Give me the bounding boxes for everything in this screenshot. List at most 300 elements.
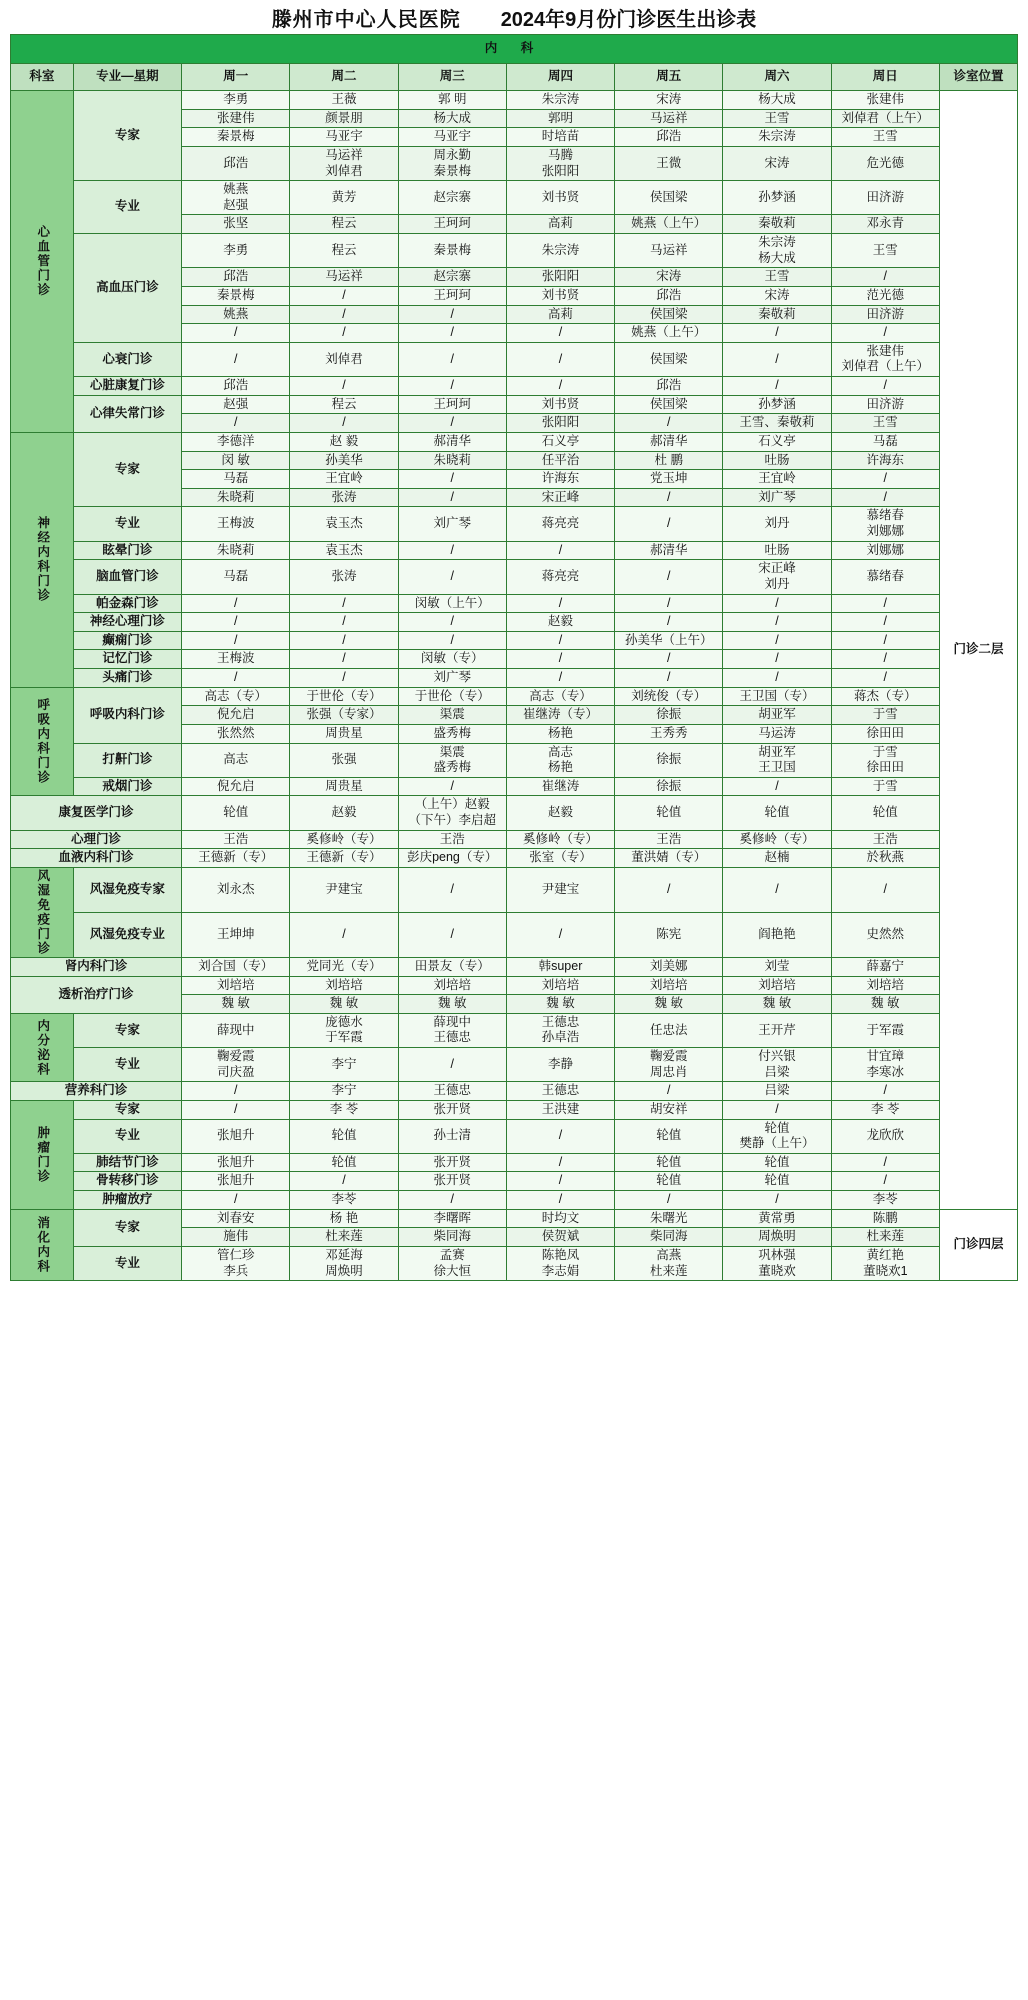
doctor-cell bbox=[398, 687, 506, 706]
doctor-cell bbox=[290, 215, 398, 234]
name-line: 薛现中 bbox=[216, 1022, 255, 1037]
doctor-cell bbox=[398, 560, 506, 594]
doctor-cell bbox=[290, 777, 398, 796]
doctor-cell bbox=[506, 1119, 614, 1153]
doctor-cell bbox=[615, 1191, 723, 1210]
doctor-cell bbox=[723, 1246, 831, 1280]
name-line: 危光德 bbox=[866, 155, 905, 170]
doctor-cell bbox=[182, 1013, 290, 1047]
specialty-label bbox=[73, 541, 181, 560]
name-line: 邓延海 bbox=[325, 1247, 363, 1262]
specialty-label bbox=[73, 1172, 181, 1191]
name-line: / bbox=[342, 287, 346, 302]
name-line: 骨转移门诊 bbox=[96, 1173, 159, 1188]
specialty-label bbox=[73, 613, 181, 632]
column-header bbox=[398, 64, 506, 91]
name-line: 周贵星 bbox=[325, 725, 363, 740]
name-line: / bbox=[883, 1154, 888, 1169]
name-line: 王雪 bbox=[872, 129, 898, 144]
doctor-cell bbox=[723, 91, 831, 110]
specialty-label bbox=[73, 91, 181, 181]
doctor-cell bbox=[723, 1209, 831, 1228]
doctor-cell bbox=[615, 507, 723, 541]
doctor-cell bbox=[182, 1209, 290, 1228]
name-line: 龙欣欣 bbox=[866, 1128, 905, 1143]
table-row bbox=[11, 395, 1018, 414]
doctor-cell bbox=[723, 1172, 831, 1191]
table-header-row bbox=[11, 64, 1018, 91]
name-line: 彭庆peng（专） bbox=[407, 850, 498, 865]
doctor-cell bbox=[290, 507, 398, 541]
doctor-cell bbox=[506, 724, 614, 743]
name-line: 李 苓 bbox=[329, 1101, 359, 1116]
name-line: 杜来莲 bbox=[325, 1229, 363, 1244]
table-row bbox=[11, 669, 1018, 688]
name-line: 张阳阳 bbox=[541, 269, 580, 284]
doctor-cell bbox=[723, 912, 831, 957]
doctor-cell bbox=[506, 957, 614, 976]
specialty-label bbox=[73, 395, 181, 432]
doctor-cell bbox=[831, 957, 939, 976]
doctor-cell bbox=[723, 146, 831, 180]
section-title bbox=[11, 35, 1018, 64]
name-line: 郝清华 bbox=[650, 542, 688, 557]
doctor-cell bbox=[831, 594, 939, 613]
name-line: 崔继涛 bbox=[541, 778, 580, 793]
doctor-cell bbox=[290, 470, 398, 489]
name-line: 刘永杰 bbox=[216, 882, 255, 897]
doctor-cell bbox=[723, 342, 831, 376]
name-line: 打鼾门诊 bbox=[102, 752, 153, 767]
name-line: 刘书贤 bbox=[541, 396, 580, 411]
name-line: / bbox=[342, 614, 346, 629]
name-line: 张建伟 bbox=[866, 92, 905, 106]
doctor-cell bbox=[615, 324, 723, 343]
doctor-cell bbox=[182, 1048, 290, 1082]
column-header bbox=[723, 64, 831, 91]
table-row bbox=[11, 1153, 1018, 1172]
name-line: / bbox=[558, 595, 563, 610]
name-line: 张然然 bbox=[216, 725, 255, 740]
doctor-cell bbox=[615, 1119, 723, 1153]
name-line: 内分泌科 bbox=[35, 1018, 50, 1077]
doctor-cell bbox=[723, 451, 831, 470]
name-line: 薛嘉宁 bbox=[866, 958, 905, 973]
doctor-cell bbox=[831, 560, 939, 594]
department-name bbox=[11, 867, 74, 957]
doctor-cell bbox=[182, 957, 290, 976]
table-row bbox=[11, 541, 1018, 560]
doctor-cell bbox=[831, 1172, 939, 1191]
name-line: 刘倬君（上午） bbox=[841, 110, 930, 125]
department-name bbox=[11, 1209, 74, 1281]
doctor-cell bbox=[831, 146, 939, 180]
doctor-cell bbox=[182, 1082, 290, 1101]
doctor-cell bbox=[290, 342, 398, 376]
name-line: / bbox=[233, 595, 238, 610]
doctor-cell bbox=[398, 342, 506, 376]
name-line: 肺结节门诊 bbox=[96, 1154, 159, 1169]
specialty-label bbox=[73, 743, 181, 777]
department-name bbox=[11, 432, 74, 687]
doctor-cell bbox=[506, 594, 614, 613]
table-row bbox=[11, 613, 1018, 632]
doctor-cell bbox=[506, 976, 614, 995]
doctor-cell bbox=[615, 1100, 723, 1119]
column-header bbox=[11, 64, 74, 91]
table-row bbox=[11, 507, 1018, 541]
specialty-label bbox=[73, 687, 181, 743]
name-line: / bbox=[883, 670, 888, 684]
doctor-cell bbox=[506, 912, 614, 957]
name-line: 周焕明 bbox=[325, 1263, 363, 1278]
name-line: / bbox=[883, 882, 888, 897]
doctor-cell bbox=[398, 830, 506, 849]
name-line: 王德忠 bbox=[433, 1083, 471, 1098]
doctor-cell bbox=[290, 451, 398, 470]
name-line: 马腾 bbox=[547, 147, 573, 162]
name-line: 石义亭 bbox=[541, 433, 580, 448]
name-line: 田济游 bbox=[866, 189, 905, 204]
name-line: 王德忠 bbox=[433, 1030, 471, 1045]
doctor-cell bbox=[506, 128, 614, 147]
doctor-cell bbox=[290, 1048, 398, 1082]
name-line: 张坚 bbox=[223, 216, 249, 231]
specialty-label bbox=[73, 777, 181, 796]
doctor-cell bbox=[831, 1153, 939, 1172]
doctor-cell bbox=[615, 796, 723, 830]
doctor-cell bbox=[615, 109, 723, 128]
name-line: 秦景梅 bbox=[433, 163, 471, 178]
name-line: 郝清华 bbox=[650, 433, 688, 448]
name-line: 赵强 bbox=[223, 197, 249, 212]
name-line: / bbox=[883, 378, 888, 392]
doctor-cell bbox=[615, 488, 723, 507]
doctor-cell bbox=[290, 109, 398, 128]
name-line: 周二 bbox=[331, 69, 357, 84]
name-line: 侯国梁 bbox=[650, 306, 688, 321]
name-line: （上午）赵毅 bbox=[414, 797, 490, 812]
name-line: / bbox=[667, 415, 671, 430]
doctor-cell bbox=[723, 1100, 831, 1119]
name-line: 高志（专） bbox=[204, 688, 267, 703]
name-line: 杨大成 bbox=[433, 110, 471, 125]
doctor-cell bbox=[290, 743, 398, 777]
name-line: 田景友（专） bbox=[414, 958, 490, 973]
doctor-cell bbox=[831, 268, 939, 287]
name-line: 马运祥 bbox=[325, 147, 363, 162]
doctor-cell bbox=[398, 867, 506, 912]
name-line: 侯国梁 bbox=[650, 396, 688, 411]
doctor-cell bbox=[398, 743, 506, 777]
name-line: 专业 bbox=[114, 199, 140, 214]
doctor-cell bbox=[723, 507, 831, 541]
doctor-cell bbox=[398, 613, 506, 632]
name-line: 李苓 bbox=[331, 1192, 357, 1206]
specialty-label bbox=[73, 1100, 181, 1119]
name-line: 王珂珂 bbox=[433, 287, 471, 302]
doctor-cell bbox=[615, 631, 723, 650]
doctor-cell bbox=[398, 594, 506, 613]
name-line: / bbox=[775, 651, 779, 666]
doctor-cell bbox=[723, 128, 831, 147]
doctor-cell bbox=[398, 1100, 506, 1119]
name-line: 李寒冰 bbox=[866, 1064, 905, 1079]
name-line: 马磊 bbox=[223, 471, 249, 486]
doctor-cell bbox=[506, 777, 614, 796]
doctor-cell bbox=[398, 324, 506, 343]
name-line: / bbox=[667, 614, 671, 629]
name-line: / bbox=[233, 351, 238, 366]
doctor-cell bbox=[290, 650, 398, 669]
specialty-label bbox=[73, 1048, 181, 1082]
name-line: / bbox=[558, 378, 563, 392]
name-line: / bbox=[667, 489, 671, 504]
specialty-label bbox=[73, 560, 181, 594]
doctor-cell bbox=[290, 432, 398, 451]
doctor-cell bbox=[506, 613, 614, 632]
specialty-label bbox=[73, 1119, 181, 1153]
doctor-cell bbox=[615, 1246, 723, 1280]
name-line: 高志 bbox=[223, 752, 249, 767]
name-line: 倪允启 bbox=[216, 778, 255, 793]
name-line: / bbox=[450, 489, 454, 504]
specialty-label bbox=[73, 234, 181, 343]
name-line: 王浩 bbox=[656, 831, 682, 846]
name-line: 秦景梅 bbox=[433, 242, 471, 257]
name-line: 尹建宝 bbox=[541, 882, 580, 897]
doctor-cell bbox=[831, 215, 939, 234]
name-line: 郭 明 bbox=[437, 92, 467, 106]
doctor-cell bbox=[831, 631, 939, 650]
name-line: 程云 bbox=[331, 242, 357, 257]
name-line: 党玉坤 bbox=[650, 471, 688, 486]
doctor-cell bbox=[506, 1191, 614, 1210]
name-line: 闵敏（上午） bbox=[414, 595, 490, 610]
doctor-cell bbox=[831, 613, 939, 632]
name-line: 周六 bbox=[764, 69, 790, 84]
name-line: / bbox=[342, 378, 346, 392]
doctor-cell bbox=[615, 1013, 723, 1047]
table-row bbox=[11, 91, 1018, 110]
name-line: 党同光（专） bbox=[306, 958, 382, 973]
doctor-cell bbox=[723, 1191, 831, 1210]
doctor-cell bbox=[831, 91, 939, 110]
doctor-cell bbox=[831, 1246, 939, 1280]
name-line: 胡亚军 bbox=[758, 744, 796, 759]
doctor-cell bbox=[831, 867, 939, 912]
doctor-cell bbox=[182, 342, 290, 376]
name-line: 邱浩 bbox=[223, 269, 249, 284]
name-line: 宋正峰 bbox=[758, 561, 796, 576]
specialty-label bbox=[73, 342, 181, 376]
doctor-cell bbox=[290, 305, 398, 324]
doctor-cell bbox=[398, 1082, 506, 1101]
name-line: / bbox=[775, 595, 779, 610]
doctor-cell bbox=[182, 867, 290, 912]
doctor-cell bbox=[723, 268, 831, 287]
name-line: 阎艳艳 bbox=[758, 927, 796, 942]
doctor-cell bbox=[398, 305, 506, 324]
doctor-cell bbox=[506, 995, 614, 1014]
name-line: 许海东 bbox=[541, 471, 580, 486]
doctor-cell bbox=[290, 286, 398, 305]
name-line: 于雪 bbox=[872, 778, 898, 793]
doctor-cell bbox=[831, 470, 939, 489]
doctor-cell bbox=[723, 995, 831, 1014]
page-title bbox=[0, 0, 1028, 34]
name-line: 张阳阳 bbox=[541, 415, 580, 430]
name-line: / bbox=[775, 670, 779, 684]
doctor-cell bbox=[506, 669, 614, 688]
name-line: 帕金森门诊 bbox=[96, 595, 159, 610]
doctor-cell bbox=[398, 650, 506, 669]
name-line: 司庆盈 bbox=[216, 1064, 255, 1079]
name-line: 王卫国（专） bbox=[739, 688, 815, 703]
doctor-cell bbox=[723, 234, 831, 268]
doctor-cell bbox=[398, 1172, 506, 1191]
name-line: 于世伦（专） bbox=[306, 688, 382, 703]
doctor-cell bbox=[615, 451, 723, 470]
name-line: 张旭升 bbox=[216, 1128, 255, 1143]
name-line: 王梅波 bbox=[216, 516, 255, 531]
name-line: 渠震 bbox=[439, 707, 465, 722]
name-line: 记忆门诊 bbox=[102, 651, 153, 666]
column-header bbox=[939, 64, 1017, 91]
table-row bbox=[11, 976, 1018, 995]
name-line: / bbox=[342, 325, 346, 340]
doctor-cell bbox=[398, 1013, 506, 1047]
name-line: / bbox=[233, 1083, 238, 1098]
name-line: 专业 bbox=[114, 1255, 140, 1270]
name-line: 甘宜璋 bbox=[866, 1049, 905, 1063]
doctor-cell bbox=[723, 706, 831, 725]
doctor-cell bbox=[290, 631, 398, 650]
table-row bbox=[11, 1013, 1018, 1047]
doctor-cell bbox=[182, 976, 290, 995]
name-line: 魏 敏 bbox=[221, 996, 250, 1011]
name-line: 刘广琴 bbox=[433, 516, 471, 531]
table-row bbox=[11, 1172, 1018, 1191]
doctor-cell bbox=[831, 1209, 939, 1228]
name-line: 孙美华 bbox=[325, 452, 363, 467]
name-line: 侯国梁 bbox=[650, 351, 688, 366]
name-line: 朱晓莉 bbox=[216, 489, 255, 504]
doctor-cell bbox=[182, 414, 290, 433]
name-line: 王德新（专） bbox=[198, 850, 274, 865]
name-line: 邱浩 bbox=[656, 129, 682, 144]
specialty-label bbox=[73, 631, 181, 650]
doctor-cell bbox=[723, 1153, 831, 1172]
doctor-cell bbox=[615, 342, 723, 376]
doctor-cell bbox=[290, 995, 398, 1014]
name-line: 孙士清 bbox=[433, 1128, 471, 1143]
doctor-cell bbox=[615, 560, 723, 594]
doctor-cell bbox=[506, 687, 614, 706]
name-line: 杜来莲 bbox=[866, 1229, 905, 1244]
name-line: 杨 艳 bbox=[329, 1210, 359, 1225]
doctor-cell bbox=[398, 181, 506, 215]
doctor-cell bbox=[290, 1172, 398, 1191]
name-line: / bbox=[667, 516, 671, 531]
doctor-cell bbox=[182, 687, 290, 706]
doctor-cell bbox=[290, 91, 398, 110]
doctor-cell bbox=[398, 286, 506, 305]
doctor-cell bbox=[506, 706, 614, 725]
name-line: / bbox=[883, 595, 888, 610]
table-row bbox=[11, 830, 1018, 849]
doctor-cell bbox=[615, 613, 723, 632]
department-name bbox=[11, 91, 74, 433]
name-line: / bbox=[342, 632, 346, 647]
doctor-cell bbox=[615, 541, 723, 560]
doctor-cell bbox=[182, 650, 290, 669]
name-line: 付兴银 bbox=[758, 1049, 796, 1063]
name-line: 陈艳凤 bbox=[541, 1247, 580, 1262]
name-line: 张强（专家） bbox=[306, 707, 382, 722]
name-line: / bbox=[558, 651, 563, 666]
name-line: / bbox=[558, 351, 563, 366]
name-line: 徐振 bbox=[656, 707, 682, 722]
doctor-cell bbox=[506, 342, 614, 376]
doctor-cell bbox=[506, 1172, 614, 1191]
doctor-cell bbox=[723, 560, 831, 594]
name-line: 周五 bbox=[656, 69, 682, 84]
section-title-row bbox=[11, 35, 1018, 64]
name-line: 吕梁 bbox=[764, 1064, 790, 1079]
name-line: 诊室位置 bbox=[953, 69, 1004, 84]
doctor-cell bbox=[398, 995, 506, 1014]
name-line: 轮值 bbox=[656, 1173, 682, 1188]
doctor-cell bbox=[398, 1228, 506, 1247]
name-line: 王浩 bbox=[439, 831, 465, 846]
name-line: / bbox=[233, 415, 238, 430]
name-line: / bbox=[558, 325, 563, 340]
name-line: 孙卓浩 bbox=[541, 1030, 580, 1045]
doctor-cell bbox=[290, 669, 398, 688]
doctor-cell bbox=[398, 432, 506, 451]
doctor-cell bbox=[723, 849, 831, 868]
doctor-cell bbox=[831, 324, 939, 343]
name-line: 时培苗 bbox=[541, 129, 580, 144]
doctor-cell bbox=[723, 777, 831, 796]
name-line: 心血管门诊 bbox=[35, 225, 50, 298]
name-line: 王宜岭 bbox=[758, 471, 796, 486]
name-line: 周四 bbox=[547, 69, 573, 84]
name-line: 范光德 bbox=[866, 287, 905, 302]
doctor-cell bbox=[182, 724, 290, 743]
doctor-cell bbox=[506, 631, 614, 650]
specialty-label bbox=[73, 1209, 181, 1246]
name-line: 赵毅 bbox=[547, 805, 573, 820]
doctor-cell bbox=[182, 541, 290, 560]
name-line: 朱晓莉 bbox=[433, 452, 471, 467]
name-line: / bbox=[667, 569, 671, 584]
name-line: 魏 敏 bbox=[654, 996, 683, 1011]
doctor-cell bbox=[398, 234, 506, 268]
name-line: 赵宗寨 bbox=[433, 189, 471, 204]
name-line: 心衰门诊 bbox=[102, 351, 153, 366]
name-line: 王雪 bbox=[872, 415, 898, 430]
name-line: 蒋亮亮 bbox=[541, 516, 580, 531]
doctor-cell bbox=[398, 109, 506, 128]
doctor-cell bbox=[398, 451, 506, 470]
doctor-cell bbox=[615, 594, 723, 613]
doctor-cell bbox=[182, 995, 290, 1014]
name-line: 李勇 bbox=[223, 92, 249, 106]
column-header bbox=[182, 64, 290, 91]
name-line: 眩晕门诊 bbox=[102, 542, 153, 557]
